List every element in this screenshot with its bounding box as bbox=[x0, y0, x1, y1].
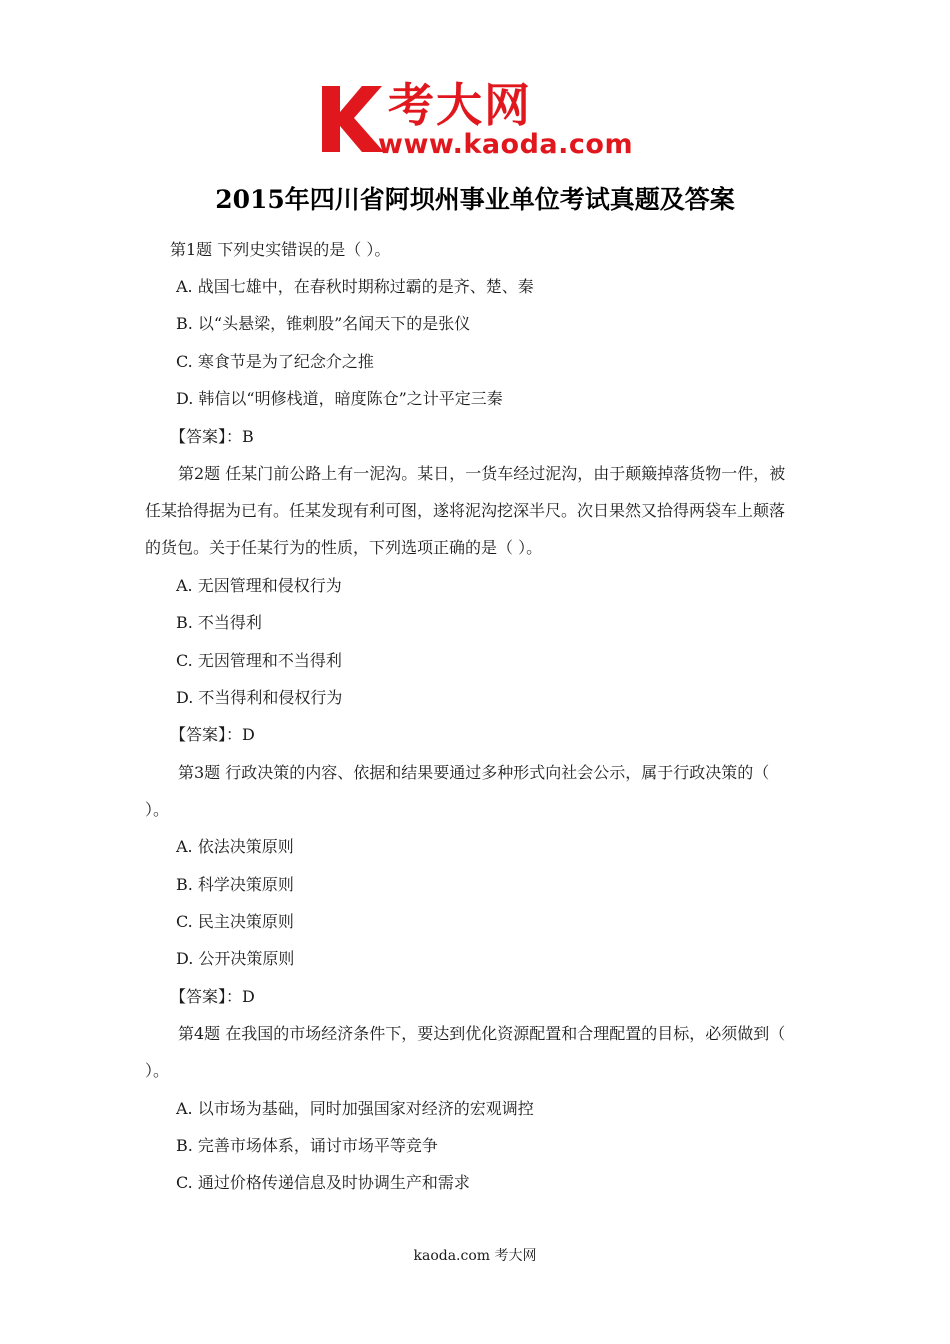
question-1-answer: 【答案】：B bbox=[170, 427, 254, 446]
question-2-text-line-1: 第2题 任某门前公路上有一泥沟。某日，一货车经过泥沟，由于颠簸掉落货物一件，被 bbox=[178, 464, 786, 483]
logo-url: www.kaoda.com bbox=[378, 129, 634, 160]
question-4-option-c: C. 通过价格传递信息及时协调生产和需求 bbox=[176, 1173, 470, 1192]
question-3-option-b: B. 科学决策原则 bbox=[176, 875, 294, 894]
question-4-text-line-1: 第4题 在我国的市场经济条件下，要达到优化资源配置和合理配置的目标，必须做到（ bbox=[178, 1024, 786, 1043]
question-2-option-a: A. 无因管理和侵权行为 bbox=[176, 576, 342, 595]
question-4-option-a: A. 以市场为基础，同时加强国家对经济的宏观调控 bbox=[176, 1099, 534, 1118]
page-footer: kaoda.com 考大网 bbox=[413, 1248, 537, 1264]
question-1-option-d: D. 韩信以“明修栈道，暗度陈仓”之计平定三秦 bbox=[176, 389, 503, 408]
logo-title: 考大网 bbox=[388, 78, 532, 132]
question-3-answer: 【答案】：D bbox=[170, 987, 255, 1006]
question-1-option-b: B. 以“头悬梁，锥刺股”名闻天下的是张仪 bbox=[176, 314, 471, 333]
question-1-option-a: A. 战国七雄中，在春秋时期称过霸的是齐、楚、秦 bbox=[176, 277, 534, 296]
question-1-text: 第1题 下列史实错误的是（ ）。 bbox=[170, 240, 391, 259]
question-2-text-line-2: 任某拾得据为已有。任某发现有利可图，遂将泥沟挖深半尺。次日果然又拾得两袋车上颠落 bbox=[145, 501, 786, 520]
question-4-option-b: B. 完善市场体系，诵讨市场平等竞争 bbox=[176, 1136, 438, 1155]
question-3-text-line-2: ）。 bbox=[145, 800, 170, 819]
question-4-text-line-2: ）。 bbox=[145, 1061, 170, 1080]
question-2-option-b: B. 不当得利 bbox=[176, 613, 262, 632]
question-2-answer: 【答案】：D bbox=[170, 725, 255, 744]
question-3-option-a: A. 依法决策原则 bbox=[176, 837, 294, 856]
question-1-option-c: C. 寒食节是为了纪念介之推 bbox=[176, 352, 374, 371]
document-title: 2015年四川省阿坝州事业单位考试真题及答案 bbox=[215, 185, 735, 214]
question-2-option-c: C. 无因管理和不当得利 bbox=[176, 651, 342, 670]
question-2-text-line-3: 的货包。关于任某行为的性质，下列选项正确的是（ ）。 bbox=[145, 538, 543, 557]
question-2-option-d: D. 不当得利和侵权行为 bbox=[176, 688, 343, 707]
kaoda-logo bbox=[318, 80, 638, 162]
question-3-option-c: C. 民主决策原则 bbox=[176, 912, 294, 931]
question-3-text-line-1: 第3题 行政决策的内容、依据和结果要通过多种形式向社会公示，属于行政决策的（ bbox=[178, 763, 770, 782]
question-3-option-d: D. 公开决策原则 bbox=[176, 949, 295, 968]
